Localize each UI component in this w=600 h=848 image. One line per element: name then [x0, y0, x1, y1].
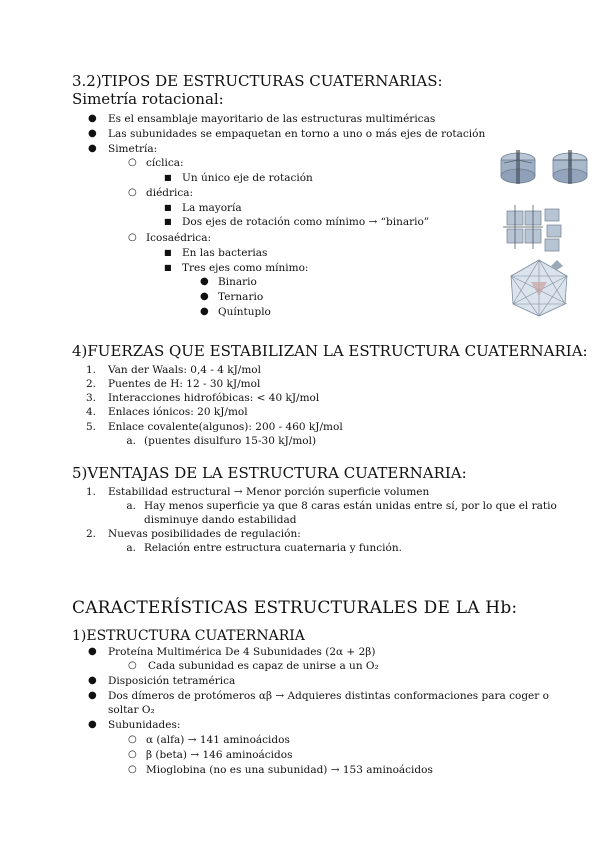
list-item: cíclica: — [146, 157, 184, 169]
bullet-circle: ○ — [128, 187, 137, 198]
bullet-square: ■ — [164, 217, 172, 226]
list-item: Tres ejes como mínimo: — [182, 262, 309, 274]
bullet-disc: ● — [88, 675, 97, 686]
list-item: Enlaces iónicos: 20 kJ/mol — [108, 406, 248, 418]
list-letter: a. — [126, 435, 136, 447]
list-item: Un único eje de rotación — [182, 172, 313, 184]
bullet-square: ■ — [164, 263, 172, 272]
list-item: Subunidades: — [108, 719, 181, 731]
list-item: diédrica: — [146, 187, 194, 199]
list-number: 4. — [85, 406, 96, 418]
cyclic-symmetry-figure — [498, 148, 592, 188]
list-item-continuation: disminuye dando estabilidad — [144, 514, 297, 526]
list-number: 1. — [85, 486, 96, 498]
bullet-disc: ● — [88, 113, 97, 124]
list-item: Icosaédrica: — [146, 232, 211, 244]
section-title: CARACTERÍSTICAS ESTRUCTURALES DE LA Hb: — [72, 598, 518, 618]
list-item: Simetría: — [108, 143, 158, 155]
bullet-square: ■ — [164, 173, 172, 182]
dihedral-symmetry-figure — [503, 203, 565, 253]
list-item: La mayoría — [182, 202, 242, 214]
subsection-hb-1 — [72, 627, 305, 645]
section-subtitle: Simetría rotacional: — [72, 90, 224, 108]
section-5 — [72, 464, 467, 482]
list-item: Relación entre estructura cuaternaria y función. — [144, 542, 402, 554]
bullet-circle: ○ — [128, 749, 137, 760]
bullet-disc: ● — [200, 306, 209, 317]
bullet-disc: ● — [88, 646, 97, 657]
section-title: 4)FUERZAS QUE ESTABILIZAN LA ESTRUCTURA CUATERNARIA: — [72, 342, 588, 360]
bullet-disc: ● — [88, 719, 97, 730]
list-item: Binario — [218, 276, 257, 288]
bullet-circle: ○ — [128, 660, 137, 671]
list-item: β (beta) → 146 aminoácidos — [146, 749, 293, 761]
section-3-2 — [72, 72, 443, 108]
list-item: Dos dímeros de protómeros αβ → Adquieres distintas conformaciones para coger o — [108, 690, 549, 702]
bullet-circle: ○ — [128, 734, 137, 745]
list-letter: a. — [126, 500, 136, 512]
list-item: Las subunidades se empaquetan en torno a uno o más ejes de rotación — [108, 128, 486, 140]
list-item: Mioglobina (no es una subunidad) → 153 aminoácidos — [146, 764, 433, 776]
list-item: (puentes disulfuro 15-30 kJ/mol) — [144, 435, 317, 447]
bullet-disc: ● — [88, 690, 97, 701]
list-item: Proteína Multimérica De 4 Subunidades (2α + 2β) — [108, 646, 376, 658]
list-letter: a. — [126, 542, 136, 554]
list-item: Quíntuplo — [218, 306, 271, 318]
list-item: Es el ensamblaje mayoritario de las estructuras multiméricas — [108, 113, 436, 125]
list-item: Disposición tetramérica — [108, 675, 236, 687]
bullet-circle: ○ — [128, 764, 137, 775]
list-item: α (alfa) → 141 aminoácidos — [146, 734, 290, 746]
list-item: Cada subunidad es capaz de unirse a un O₂ — [148, 660, 379, 672]
bullet-circle: ○ — [128, 157, 137, 168]
list-item: Van der Waals: 0,4 - 4 kJ/mol — [108, 364, 261, 376]
tetramer-figure — [553, 150, 587, 184]
list-number: 1. — [85, 364, 96, 376]
bullet-disc: ● — [200, 291, 209, 302]
bullet-square: ■ — [164, 248, 172, 257]
list-item: Puentes de H: 12 - 30 kJ/mol — [108, 378, 261, 390]
bullet-circle: ○ — [128, 232, 137, 243]
section-hb — [72, 598, 517, 618]
list-item: Enlace covalente(algunos): 200 - 460 kJ/mol — [108, 421, 343, 433]
icosahedral-symmetry-figure — [505, 256, 573, 318]
list-item: Interacciones hidrofóbicas: < 40 kJ/mol — [108, 392, 320, 404]
list-item-continuation: soltar O₂ — [108, 704, 155, 716]
list-number: 3. — [85, 392, 96, 404]
trimer-figure — [501, 150, 535, 184]
list-number: 2. — [85, 378, 96, 390]
bullet-square: ■ — [164, 203, 172, 212]
list-item: Dos ejes de rotación como mínimo → “binario” — [182, 216, 430, 228]
list-item: Ternario — [218, 291, 264, 303]
subsection-title: 1)ESTRUCTURA CUATERNARIA — [72, 628, 305, 644]
section-4 — [72, 342, 588, 360]
list-number: 2. — [85, 528, 96, 540]
bullet-disc: ● — [200, 276, 209, 287]
bullet-disc: ● — [88, 128, 97, 139]
list-item: En las bacterias — [182, 247, 268, 259]
list-item: Hay menos superficie ya que 8 caras están unidas entre sí, por lo que el ratio — [144, 500, 557, 512]
section-title: 3.2)TIPOS DE ESTRUCTURAS CUATERNARIAS: — [72, 72, 443, 90]
list-item: Nuevas posibilidades de regulación: — [108, 528, 301, 540]
list-number: 5. — [85, 421, 96, 433]
bullet-disc: ● — [88, 143, 97, 154]
section-title: 5)VENTAJAS DE LA ESTRUCTURA CUATERNARIA: — [72, 464, 467, 482]
list-item: Estabilidad estructural → Menor porción superficie volumen — [108, 486, 430, 498]
